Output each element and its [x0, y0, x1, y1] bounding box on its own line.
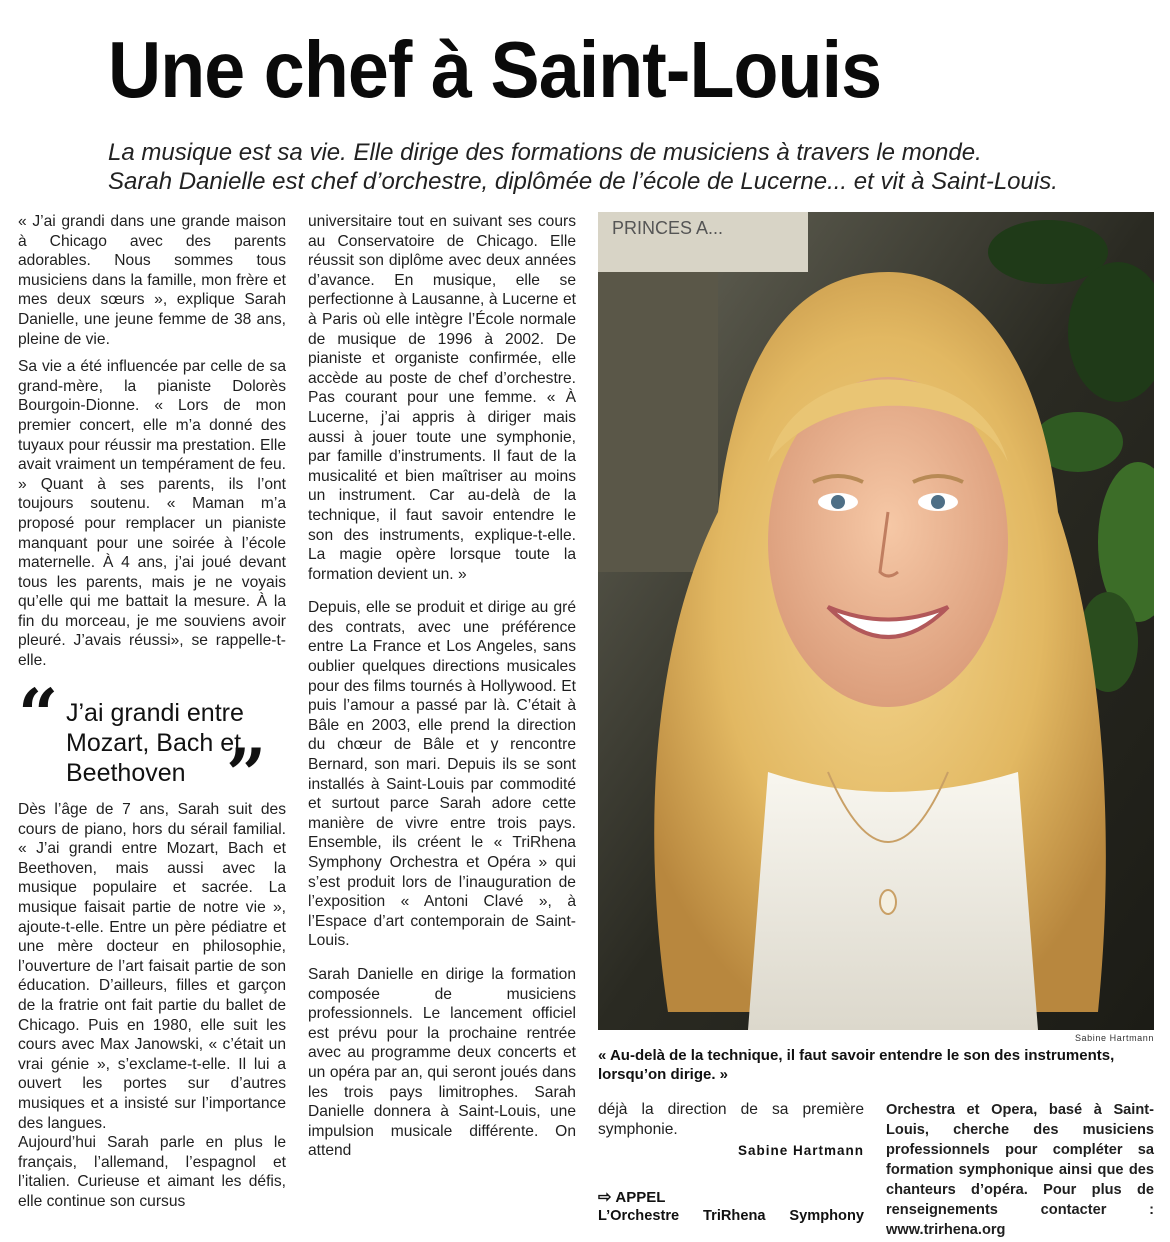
open-quote-icon: “	[18, 673, 59, 756]
column-2	[308, 212, 576, 1161]
paragraph: Orchestra et Opera, basé à Saint-Louis, cherche des musiciens professionnels pour compléter sa formation symphonique ainsi que des chanteurs d’opéra. Pour plus de renseignements contacter : www.trirhena.org	[886, 1102, 1154, 1238]
page-title: Une chef à Saint-Louis	[108, 25, 882, 114]
portrait-photo	[598, 212, 1154, 1030]
lead-line-1: La musique est sa vie. Elle dirige des formations de musiciens à travers le monde.	[108, 139, 982, 166]
photo-credit: Sabine Hartmann	[1074, 1033, 1154, 1043]
column-3	[598, 1100, 864, 1139]
author-signature: Sabine Hartmann	[737, 1143, 864, 1158]
column-4	[886, 1100, 1154, 1240]
paragraph: Dès l’âge de 7 ans, Sarah suit des cours de piano, hors du sérail familial. « J’ai grandi entre Mozart, Bach et Beethoven, mais aussi avec la musique populaire et sacrée. La musique faisait partie de notre vie », ajoute-t-elle. Entre un père pédiatre et une mère docteur en philosophie, l’ouverture de l’art faisait partie de son éducation. D’ailleurs, filles et garçon de la fratrie ont fait partie du ballet de Chicago. Puis en 1980, elle suit les cours avec Max Janowski, « c’était un vrai génie », s’exclame-t-elle. Il lui a ouvert les portes sur d’autres musiques et a insisté sur l’importance des langues.	[18, 801, 286, 1132]
portrait-illustration	[598, 212, 1154, 1030]
arrow-right-icon: ⇨	[598, 1189, 612, 1206]
paragraph: Aujourd’hui Sarah parle en plus le français, l’allemand, l’espagnol et l’italien. Curieuse et aimant les défis, elle continue son cursus	[18, 1134, 286, 1210]
appel-text: L’Orchestre TriRhena Symphony	[598, 1208, 864, 1224]
appel-heading	[598, 1187, 864, 1207]
sign-text: PRINCES A...	[612, 218, 724, 238]
close-quote-icon: ”	[226, 733, 267, 816]
column-1	[18, 212, 286, 671]
paragraph: universitaire tout en suivant ses cours au Conservatoire de Chicago. Elle réussit son diplôme avec deux années d’avance. En musique, elle se perfectionne à Lausanne, à Lucerne et à Paris où elle intègre l’École normale de musique de 1996 à 2002. De pianiste et organiste confirmée, elle accède au poste de chef d’orchestre. Pas courant pour une femme. « À Lucerne, j’ai appris à diriger mais aussi à jouer toute une symphonie, par famille d’instruments. Il faut de la musicalité et bien maîtriser au moins un instrument. Car au-delà de la technique, il faut savoir entendre le son des instruments, explique-t-elle. La magie opère lorsque toute la formation devient un. »	[308, 213, 576, 583]
pull-quote	[18, 673, 286, 816]
appel-label: APPEL	[615, 1189, 666, 1206]
paragraph: Depuis, elle se produit et dirige au gré des contrats, avec une préférence entre La France et Los Angeles, sans oublier quelques directions musicales pour des films tournés à Hollywood. Et puis l’amour a passé par là. C’était à Bâle en 2003, elle prend la direction du chœur de Bâle et y rencontre Bernard, son mari. Depuis ils se sont installés à Saint-Louis par commodité et surtout parce Sarah adore cette manière de vivre entre trois pays. Ensemble, ils créent le « TriRhena Symphony Orchestra et Opéra » qui s’est produit lors de l’inauguration de l’exposition « Antoni Clavé », à l’Espace d’art contemporain de Saint-Louis.	[308, 599, 576, 950]
paragraph: déjà la direction de sa première symphonie.	[598, 1101, 864, 1138]
article-lead	[108, 138, 1158, 196]
paragraph: Sa vie a été influencée par celle de sa grand-mère, la pianiste Dolorès Bourgoin-Dionne. « Lors de mon premier concert, elle m’a donné des tuyaux pour réussir ma prestation. Elle avait vraiment un tempérament de feu. » Quant à ses parents, ils l’ont toujours soutenu. « Maman m’a proposé pour remplacer un pianiste manquant pour une soirée à l’école maternelle. À 4 ans, j’ai joué devant tous les parents, mais je ne voyais qu’elle qui me battait la mesure. À la fin du morceau, je me souviens avoir pleuré. J’avais réussi», se rappelle-t-elle.	[18, 358, 286, 670]
paragraph: « J’ai grandi dans une grande maison à Chicago avec des parents adorables. Nous sommes tous musiciens dans la famille, mon frère et mes deux sœurs », explique Sarah Danielle, une jeune femme de 38 ans, pleine de vie.	[18, 213, 286, 348]
lead-line-2: Sarah Danielle est chef d’orchestre, diplômée de l’école de Lucerne... et vit à Saint-Louis.	[108, 168, 1058, 195]
pull-quote-text: J’ai grandi entre Mozart, Bach et Beethoven	[66, 699, 244, 787]
column-1-continued	[18, 800, 286, 1211]
paragraph: Sarah Danielle en dirige la formation composée de musiciens professionnels. Le lancement officiel est prévu pour la prochaine rentrée avec au programme deux concerts et un opéra par an, qui seront joués dans les trois pays limitrophes. Sarah Danielle donnera à Saint-Louis, une impulsion musicale différente. On attend	[308, 965, 576, 1160]
photo-caption: « Au-delà de la technique, il faut savoir entendre le son des instruments, lorsqu’on dirige. »	[598, 1047, 1115, 1083]
